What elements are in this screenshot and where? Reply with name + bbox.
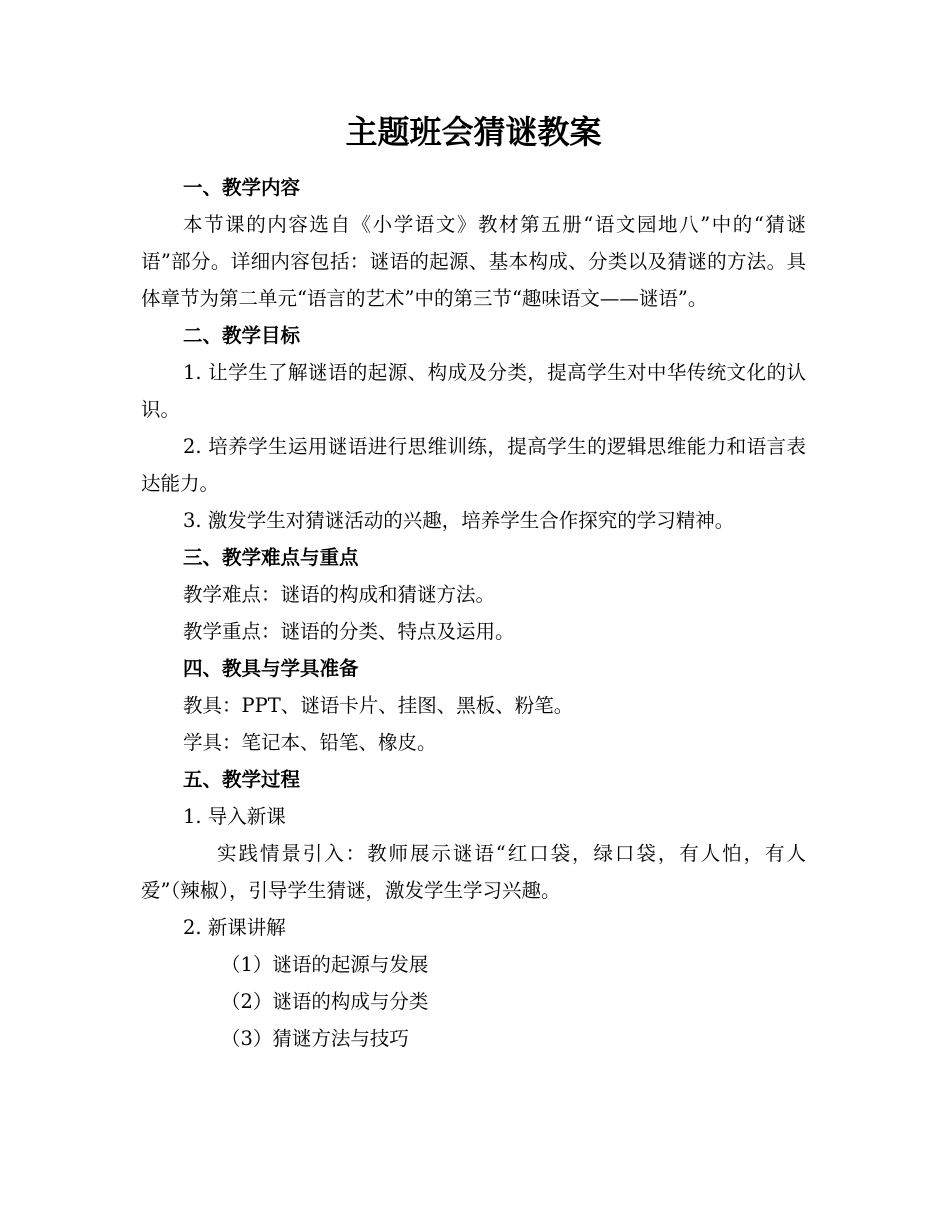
goal-item: 3. 激发学生对猜谜活动的兴趣，培养学生合作探究的学习精神。 bbox=[183, 509, 735, 532]
document-title: 主题班会猜谜教案 bbox=[345, 113, 602, 151]
section-heading-tools: 四、教具与学具准备 bbox=[183, 657, 359, 680]
section-heading-process: 五、教学过程 bbox=[183, 768, 301, 791]
lecture-sub-item: （3）猜谜方法与技巧 bbox=[221, 1027, 409, 1050]
goal-item: 2. 培养学生运用谜语进行思维训练，提高学生的逻辑思维能力和语言表达能力。 bbox=[141, 435, 806, 495]
difficulty-text: 教学难点：谜语的构成和猜谜方法。 bbox=[183, 583, 496, 606]
lecture-sub-item: （1）谜语的起源与发展 bbox=[221, 953, 429, 976]
goal-item: 1. 让学生了解谜语的起源、构成及分类，提高学生对中华传统文化的认识。 bbox=[141, 361, 806, 421]
process-step-intro-text: 实践情景引入：教师展示谜语“红口袋，绿口袋，有人怕，有人爱”（辣椒），引导学生猜谜，激发学生学习兴趣。 bbox=[141, 842, 806, 902]
section-heading-content: 一、教学内容 bbox=[183, 176, 301, 199]
process-step-intro: 1. 导入新课 bbox=[183, 805, 286, 828]
teacher-tools-text: 教具：PPT、谜语卡片、挂图、黑板、粉笔。 bbox=[183, 694, 574, 717]
process-step-lecture: 2. 新课讲解 bbox=[183, 916, 286, 939]
student-tools-text: 学具：笔记本、铅笔、橡皮。 bbox=[183, 731, 437, 754]
document-body bbox=[141, 108, 806, 1057]
section-heading-goals: 二、教学目标 bbox=[183, 324, 301, 347]
key-point-text: 教学重点：谜语的分类、特点及运用。 bbox=[183, 620, 515, 643]
content-paragraph: 本节课的内容选自《小学语文》教材第五册“语文园地八”中的“猜谜语”部分。详细内容包括：谜语的起源、基本构成、分类以及猜谜的方法。具体章节为第二单元“语言的艺术”中的第三节“趣味语文——谜语”。 bbox=[141, 213, 806, 310]
section-heading-difficulties: 三、教学难点与重点 bbox=[183, 546, 359, 569]
lecture-sub-item: （2）谜语的构成与分类 bbox=[221, 990, 429, 1013]
